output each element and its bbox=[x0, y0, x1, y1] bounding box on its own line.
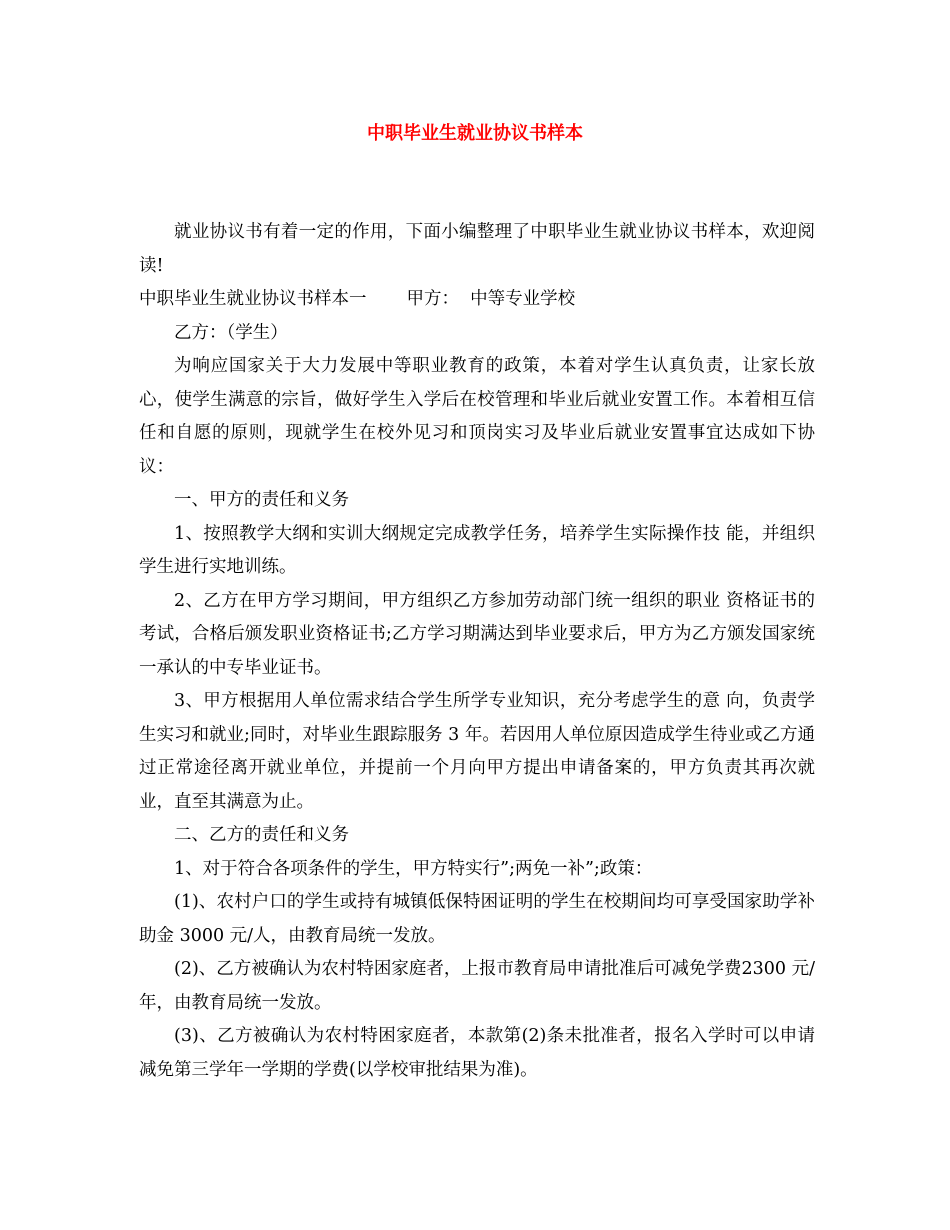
document-body bbox=[139, 216, 815, 1087]
section-heading-party-a: 一、甲方的责任和义务 bbox=[174, 490, 349, 510]
clause-b-1-item-1: (1)、农村户口的学生或持有城镇低保特困证明的学生在校期间均可享受国家助学补助金 3000 元/人，由教育局统一发放。 bbox=[139, 892, 815, 946]
party-a-label: 甲方： bbox=[406, 289, 459, 309]
preamble-paragraph: 为响应国家关于大力发展中等职业教育的政策，本着对学生认真负责，让家长放心，使学生满意的宗旨，做好学生入学后在校管理和毕业后就业安置工作。本着相互信任和自愿的原则，现就学生在校外见习和顶岗实习及毕业后就业安置事宜达成如下协议： bbox=[139, 356, 815, 477]
sample-heading-line bbox=[139, 283, 815, 317]
document-title: 中职毕业生就业协议书样本 bbox=[367, 123, 583, 144]
clause-a-1: 1、按照教学大纲和实训大纲规定完成教学任务，培养学生实际操作技 能，并组织学生进行实地训练。 bbox=[139, 523, 815, 577]
party-a-value: 中等专业学校 bbox=[470, 289, 576, 309]
sample-label: 中职毕业生就业协议书样本一 bbox=[139, 289, 367, 309]
section-heading-party-b: 二、乙方的责任和义务 bbox=[174, 825, 349, 845]
clause-b-1: 1、对于符合各项条件的学生，甲方特实行”;两免一补”;政策： bbox=[174, 858, 653, 879]
intro-paragraph: 就业协议书有着一定的作用，下面小编整理了中职毕业生就业协议书样本，欢迎阅读! bbox=[139, 222, 815, 276]
clause-a-2: 2、乙方在甲方学习期间，甲方组织乙方参加劳动部门统一组织的职业 资格证书的考试，合格后颁发职业资格证书;乙方学习期满达到毕业要求后，甲方为乙方颁发国家统一承认的中专毕业证书。 bbox=[139, 590, 815, 678]
clause-b-1-item-2: (2)、乙方被确认为农村特困家庭者，上报市教育局申请批准后可减免学费2300 元/年，由教育局统一发放。 bbox=[139, 959, 815, 1013]
clause-a-3: 3、甲方根据用人单位需求结合学生所学专业知识，充分考虑学生的意 向，负责学生实习和就业;同时，对毕业生跟踪服务 3 年。若因用人单位原因造成学生待业或乙方通过正常途径离开就业单位，并提前一个月向甲方提出申请备案的，甲方负责其再次就业，直至其满意为止。 bbox=[139, 691, 815, 812]
party-b-line: 乙方：（学生） bbox=[174, 322, 288, 343]
clause-b-1-item-3: (3)、乙方被确认为农村特困家庭者，本款第(2)条未批准者，报名入学时可以申请减免第三学年一学期的学费(以学校审批结果为准)。 bbox=[139, 1026, 815, 1080]
